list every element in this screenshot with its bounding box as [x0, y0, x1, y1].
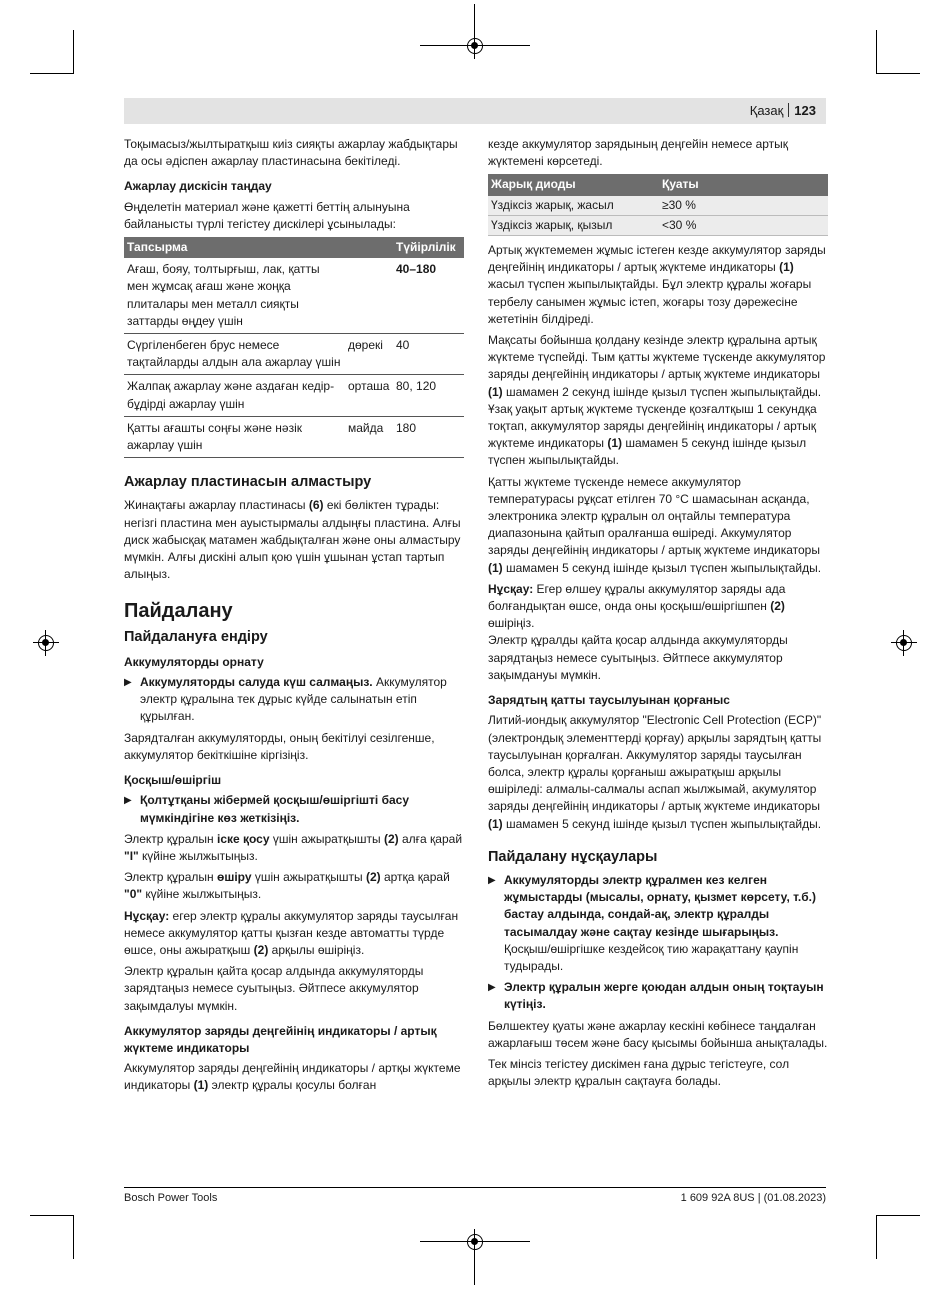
table-header-task: Тапсырма	[124, 237, 393, 258]
crop-mark	[474, 4, 475, 34]
table-cell-value: 40	[393, 334, 464, 375]
registration-mark-icon	[467, 38, 483, 54]
intro-text: Тоқымасыз/жылтыратқыш киіз сияқты ажарлау жабдықтары да осы әдіспен ажарлау пластинасына бекітіледі.	[124, 137, 458, 169]
table-row	[124, 334, 464, 375]
bullet-arrow-icon: ▶	[488, 982, 496, 994]
table-cell-task: Қатты ағашты соңғы және нәзік ажарлау үшін	[124, 416, 345, 457]
grain-table	[124, 237, 464, 458]
header-divider	[788, 103, 789, 117]
table-cell-led: Үздіксіз жарық, жасыл	[488, 196, 659, 216]
table-cell-task: Сүргіленбеген брус немесе тақтайларды алдын ала ажарлау үшін	[124, 334, 345, 375]
table-cell-value: ≥30 %	[659, 196, 828, 216]
section-title-use: Пайдалану	[124, 600, 233, 623]
crop-mark	[876, 1215, 920, 1216]
crop-mark	[876, 30, 877, 74]
overload-text-1: Артық жүктемемен жұмыс істеген кезде аккумулятор заряды деңгейінің индикаторы / артық жүктеме индикаторы (1) жасыл түспен жыпылықтайды. Бұл электр құралы жоғары тербелу санымен жұмыс істеп, жоғары тозу дәрежесіне жететінін білдіреді.	[488, 243, 826, 326]
overload-text-2: Мақсаты бойынша қолдану кезінде электр құралына артық жүктеме түспейді. Тым қатты жүктеме түскенде аккумулятор заряды деңгейінің индикаторы / артық жүктеме индикаторы (1) шамамен 2 секунд ішінде қызыл түспен жыпылықтайды. Ұзақ уақыт артық жүктеме түскенде қозғалтқыш 1 секундқа тоқтап, аккумулятор заряды деңгейінің индикаторы / артық жүктеме индикаторы (1) шамамен 5 секунд ішінде қызыл түспен жыпылықтайды.	[488, 333, 826, 468]
protection-heading: Зарядтың қатты таусылуынан қорғаныс	[488, 693, 730, 708]
instruction-bullet-1: ▶ Аккумуляторды электр құралмен кез келген жұмыстарды (мысалы, орнату, қызмет көрсету, т.б.) бастау алдында, сондай-ақ, электр құралды тасымалдау және сақтау кезінде шығарыңыз. Қосқыш/өшіргішке кездейсоқ тию жарақаттану қаупін тудырады.	[488, 872, 817, 973]
table-row	[124, 258, 464, 333]
table-row	[124, 416, 464, 457]
crop-mark	[876, 73, 920, 74]
disc-heading: Ажарлау дискісін таңдау	[124, 179, 272, 194]
bullet-arrow-icon: ▶	[488, 874, 496, 886]
table-cell-task: Жалпақ ажарлау және аздаған кедір-бұдірді ажарлау үшін	[124, 375, 345, 416]
battery-text: Зарядталған аккумуляторды, оның бекітілуі сезілгенше, аккумулятор бекіткішіне кіргізіңіз.	[124, 730, 435, 762]
table-cell-grain	[345, 258, 393, 333]
crop-mark	[73, 30, 74, 74]
switch-off-text: Электр құралын өшіру үшін ажыратқышты (2) артқа қарай "0" күйіне жылжытыңыз.	[124, 870, 450, 902]
instruction-bullet-2: ▶ Электр құралын жерге қоюдан алдын оның тоқтауын күтіңіз.	[488, 980, 824, 1012]
page-number: 123	[794, 103, 816, 118]
table-row	[488, 215, 828, 235]
crop-mark	[73, 1215, 74, 1259]
table-header-grain: Түйірлілік	[393, 237, 464, 258]
switch-note: Нұсқау: егер электр құралы аккумулятор заряды таусылған немесе аккумулятор қатты қызған кезде автоматты түрде өшсе, оны ажыратқыш (2) арқылы өшіріңіз.	[124, 908, 459, 957]
bullet-arrow-icon: ▶	[124, 795, 132, 807]
table-cell-value: 80, 120	[393, 375, 464, 416]
table-cell-value: 180	[393, 416, 464, 457]
table-cell-grain: майда	[345, 416, 393, 457]
right-note: Нұсқау: Егер өлшеу құралы аккумулятор заряды ада болғандықтан өшсе, онда оны қосқыш/өшіргішпен (2) өшіріңіз.	[488, 581, 786, 631]
table-cell-grain: дөрекі	[345, 334, 393, 375]
protection-text: Литий-иондық аккумулятор "Electronic Cell Protection (ECP)" (электрондық элементтерді қорғау) арқылы зарядтың қатты таусылуынан қорғалған. Аккумулятор заряды таусылған болса, электр құралы қорғаныш ажыратқыш арқылы өшіріледі: алмалы-салмалы аспап жылжымай, акумулятор заряды деңгейінің индикаторы / артық жүктеме индикаторы (1) шамамен 5 секунд ішінде қызыл түспен жыпылықтайды.	[488, 713, 822, 831]
instruction-text-1: Бөлшектеу қуаты және ажарлау кескіні көбінесе таңдалған ажарлағыш төсем және басу қысымы бойынша анықталады.	[488, 1018, 828, 1050]
indicator-text: Аккумулятор заряды деңгейінің индикаторы / артқы жүктеме индикаторы (1) электр құралы қосулы болған	[124, 1061, 461, 1093]
header-language: Қазақ	[749, 103, 784, 118]
crop-mark	[876, 1215, 877, 1259]
table-row	[488, 196, 828, 216]
page-header	[124, 98, 826, 124]
switch-warning-bullet: ▶ Қолтұтқаны жібермей қосқыш/өшіргішті басу мүмкіндігіне көз жеткізіңіз.	[124, 793, 410, 825]
replace-heading: Ажарлау пластинасын алмастыру	[124, 474, 372, 491]
temperature-text: Қатты жүктеме түскенде немесе аккумулятор температурасы рұқсат етілген 70 °C шамасынан асқанда, электроника электр құралын ол оңтайлы температура диапазонына қайтып оралғанша өшіреді. Аккумулятор заряды деңгейінің индикаторы / артық жүктеме индикаторы (1) шамамен 5 секунд ішінде қызыл түспен жыпылықтайды.	[488, 474, 822, 575]
footer-doc-id: 1 609 92A 8US | (01.08.2023)	[680, 1192, 826, 1204]
indicator-heading: Аккумулятор заряды деңгейінің индикаторы / артық жүктеме индикаторы	[124, 1023, 437, 1055]
switch-note-2: Электр құралын қайта қосар алдында аккумуляторды зарядтаңыз немесе суытыңыз. Әйтпесе аккумулятор зақымдалуы мүмкін.	[124, 964, 424, 1013]
led-table	[488, 174, 828, 236]
registration-mark-icon	[467, 1234, 483, 1250]
table-header-led: Жарық диоды	[488, 174, 659, 195]
switch-heading: Қосқыш/өшіргіш	[124, 773, 222, 788]
replace-text: Жинақтағы ажарлау пластинасы (6) екі бөліктен тұрады: негізгі пластина мен ауыстырмалы алдыңғы пластина. Алғы диск жабысқақ матамен жабдықталған және оны алмастыру мүмкін. Алғы дискіні алып қою үшін ұшынан ұстап тартып алыңыз.	[124, 498, 461, 582]
crop-mark	[474, 1255, 475, 1285]
registration-mark-icon	[896, 635, 912, 651]
table-row	[124, 375, 464, 416]
instructions-heading: Пайдалану нұсқаулары	[488, 848, 658, 865]
indicator-continued: кезде аккумулятор зарядының деңгейін немесе артық жүктемені көрсетеді.	[488, 137, 789, 169]
instruction-text-2: Тек мінсіз тегістеу дискімен ғана дұрыс тегістеуге, сол арқылы электр құралын сақтауға болады.	[488, 1056, 790, 1089]
right-note-2: Электр құралды қайта қосар алдында аккумуляторды зарядтаңыз немесе суытыңыз. Әйтпесе аккумулятор зақымдануы мүмкін.	[488, 633, 788, 682]
footer-rule	[124, 1187, 826, 1188]
table-cell-led: Үздіксіз жарық, қызыл	[488, 215, 659, 235]
disc-text: Өңделетін материал және қажетті беттің алынуына байланысты түрлі тегістеу дискілері ұсынылады:	[124, 199, 410, 231]
table-cell-grain: орташа	[345, 375, 393, 416]
start-heading: Пайдалануға ендіру	[124, 628, 268, 645]
battery-heading: Аккумуляторды орнату	[124, 654, 264, 669]
table-cell-value: 40–180	[393, 258, 464, 333]
registration-mark-icon	[38, 635, 54, 651]
bullet-arrow-icon: ▶	[124, 677, 132, 689]
right-column	[488, 136, 828, 1094]
switch-on-text: Электр құралын іске қосу үшін ажыратқышты (2) алға қарай "I" күйіне жылжытыңыз.	[124, 831, 463, 863]
table-cell-task: Ағаш, бояу, толтырғыш, лак, қатты мен жұмсақ ағаш және жоңқа плиталары мен металл сияқты заттарды өңдеу үшін	[124, 258, 345, 333]
footer-brand: Bosch Power Tools	[124, 1192, 218, 1204]
crop-mark	[30, 73, 74, 74]
left-column	[124, 136, 464, 1099]
crop-mark	[30, 1215, 74, 1216]
battery-warning-bullet: ▶ Аккумуляторды салуда күш салмаңыз. Аккумулятор электр құралына тек дұрыс күйде салынатын етіп құрылған.	[124, 675, 447, 724]
table-header-capacity: Қуаты	[659, 174, 828, 195]
table-cell-value: <30 %	[659, 215, 828, 235]
